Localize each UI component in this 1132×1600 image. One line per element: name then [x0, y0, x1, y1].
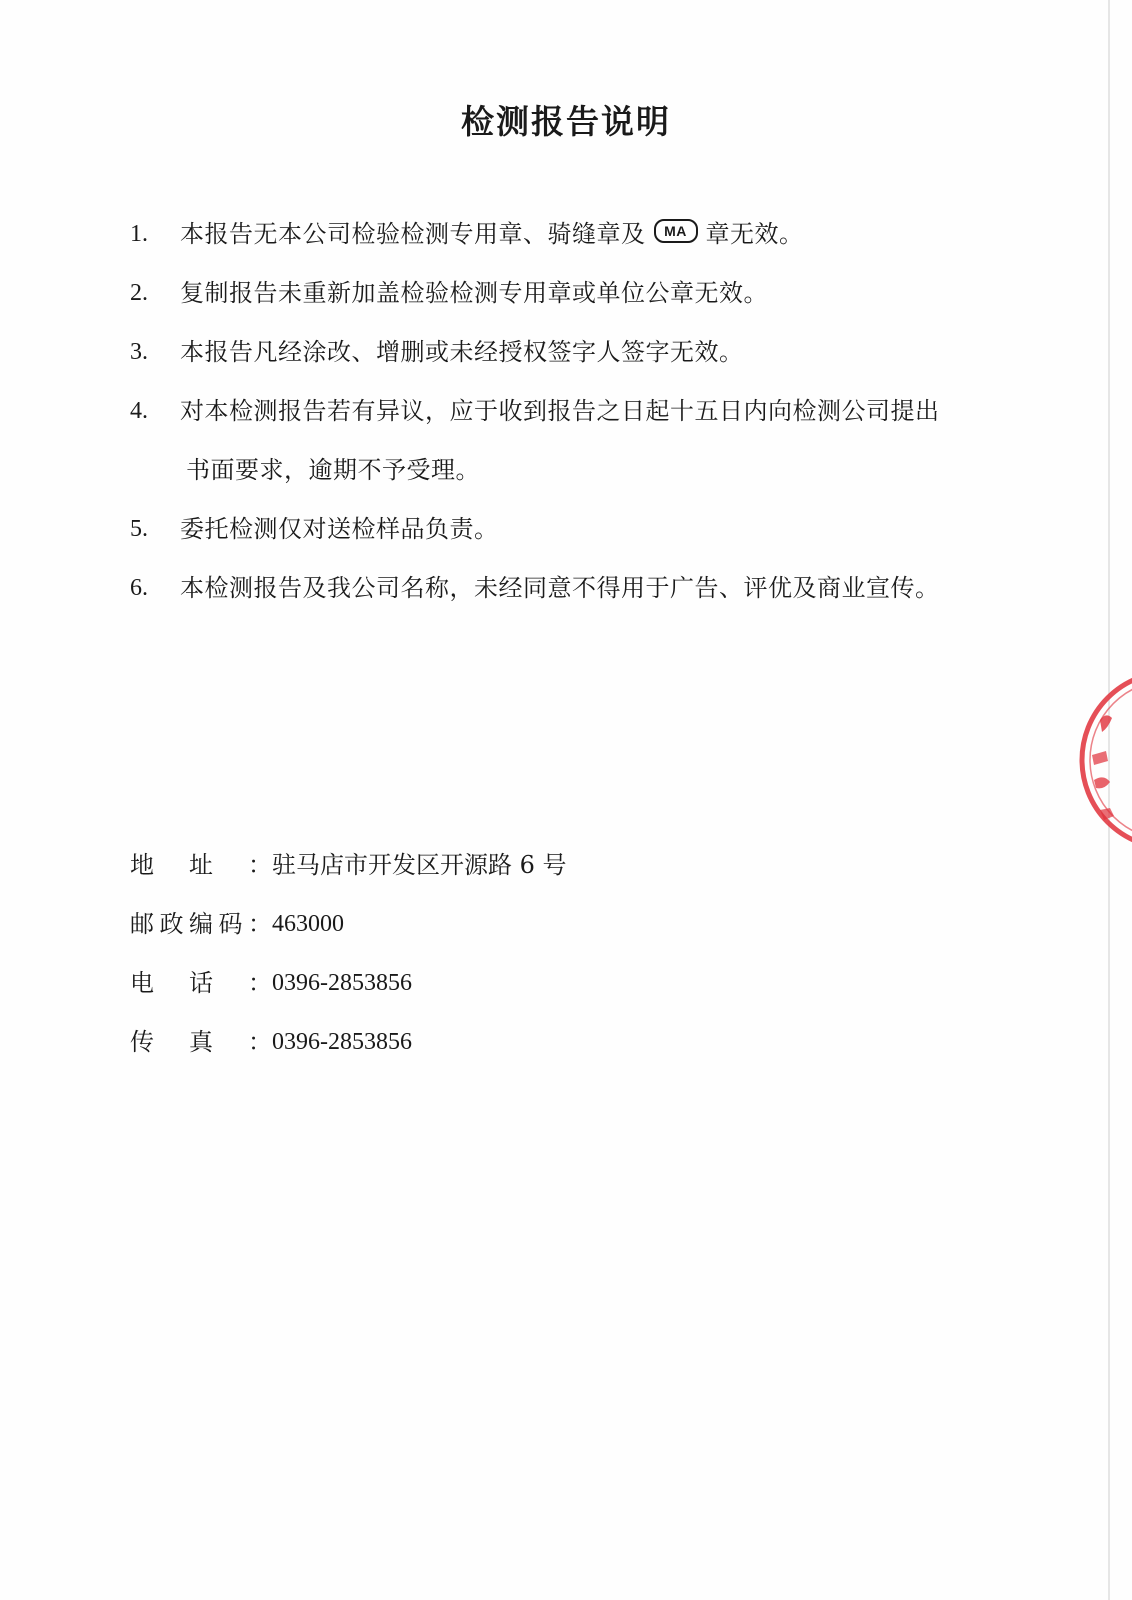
contact-row-postcode [130, 895, 830, 954]
company-seal-icon [1070, 660, 1132, 860]
contact-value: 0396-2853856 [272, 970, 412, 996]
page-title: 检测报告说明 [461, 102, 671, 141]
note-item [130, 382, 1010, 441]
note-text: 本报告凡经涂改、增删或未经授权签字人签字无效。 [180, 338, 744, 366]
cma-certification-icon: MA [654, 219, 698, 243]
contact-row-address [130, 836, 830, 895]
note-item [130, 500, 1010, 559]
note-text: 复制报告未重新加盖检验检测专用章或单位公章无效。 [180, 279, 768, 307]
note-text: 本检测报告及我公司名称，未经同意不得用于广告、评优及商业宣传。 [180, 574, 940, 602]
note-text: 委托检测仅对送检样品负责。 [180, 515, 499, 543]
note-number: 3. [130, 339, 148, 365]
contact-row-fax [130, 1013, 830, 1072]
note-number: 6. [130, 575, 148, 601]
note-number: 1. [130, 221, 148, 247]
note-item [130, 205, 1010, 264]
note-item [130, 264, 1010, 323]
contact-label: 电话： [130, 969, 272, 997]
note-number: 2. [130, 280, 148, 306]
note-continuation [130, 441, 1010, 500]
contact-label: 地址： [130, 851, 272, 879]
contact-value: 驻马店市开发区开源路 6 号 [272, 851, 567, 879]
contact-info [130, 836, 830, 1072]
note-item [130, 559, 1010, 618]
note-number: 4. [130, 398, 148, 424]
contact-value: 0396-2853856 [272, 1029, 412, 1055]
note-item [130, 323, 1010, 382]
note-number: 5. [130, 516, 148, 542]
note-text: 对本检测报告若有异议，应于收到报告之日起十五日内向检测公司提出 [180, 397, 940, 425]
contact-label: 邮政编码： [130, 910, 272, 938]
contact-value: 463000 [272, 911, 344, 937]
notes-list [130, 205, 1010, 618]
note-text: 书面要求，逾期不予受理。 [186, 456, 480, 484]
contact-row-phone [130, 954, 830, 1013]
note-text-after: 章无效。 [705, 220, 804, 248]
note-text: 本报告无本公司检验检测专用章、骑缝章及 [180, 220, 646, 248]
contact-label: 传真： [130, 1028, 272, 1056]
